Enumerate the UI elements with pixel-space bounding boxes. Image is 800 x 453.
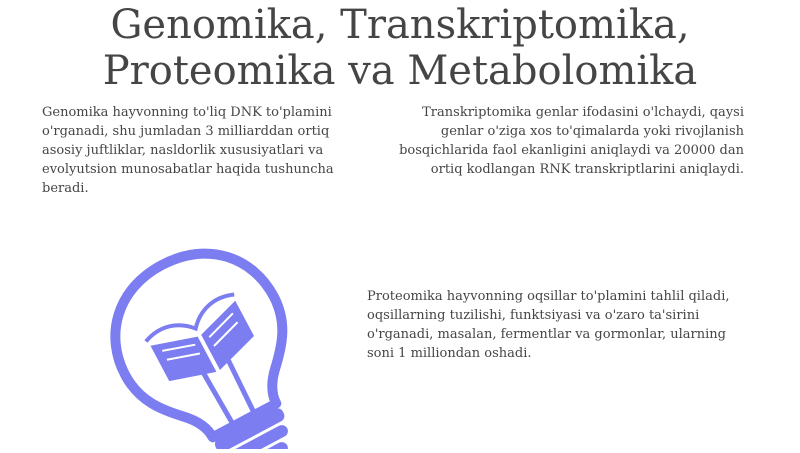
genomics-paragraph: Genomika hayvonning to'liq DNK to'plamini o'rganadi, shu jumladan 3 milliarddan ortiq asosiy juftliklar, nasldorlik xususiyatlari va evolyutsion munosabatlar haqida tushuncha beradi. — [42, 105, 334, 196]
title-line-1: Genomika, Transkriptomika, — [110, 2, 690, 48]
lightbulb-book-icon — [96, 248, 316, 453]
title-line-2: Proteomika va Metabolomika — [102, 48, 698, 94]
proteomics-paragraph: Proteomika hayvonning oqsillar to'plamini tahlil qiladi, oqsillarning tuzilishi, funktsiyasi va o'zaro ta'sirini o'rganadi, masalan, fermentlar va gormonlar, ularning soni 1 milliondan oshadi. — [367, 289, 730, 361]
transcriptomics-paragraph: Transkriptomika genlar ifodasini o'lchaydi, qaysi genlar o'ziga xos to'qimalarda yoki rivojlanish bosqichlarida faol ekanligini aniqlaydi va 20000 dan ortiq kodlangan RNK transkriptlarini aniqlaydi. — [399, 105, 744, 177]
page-title — [0, 2, 800, 94]
